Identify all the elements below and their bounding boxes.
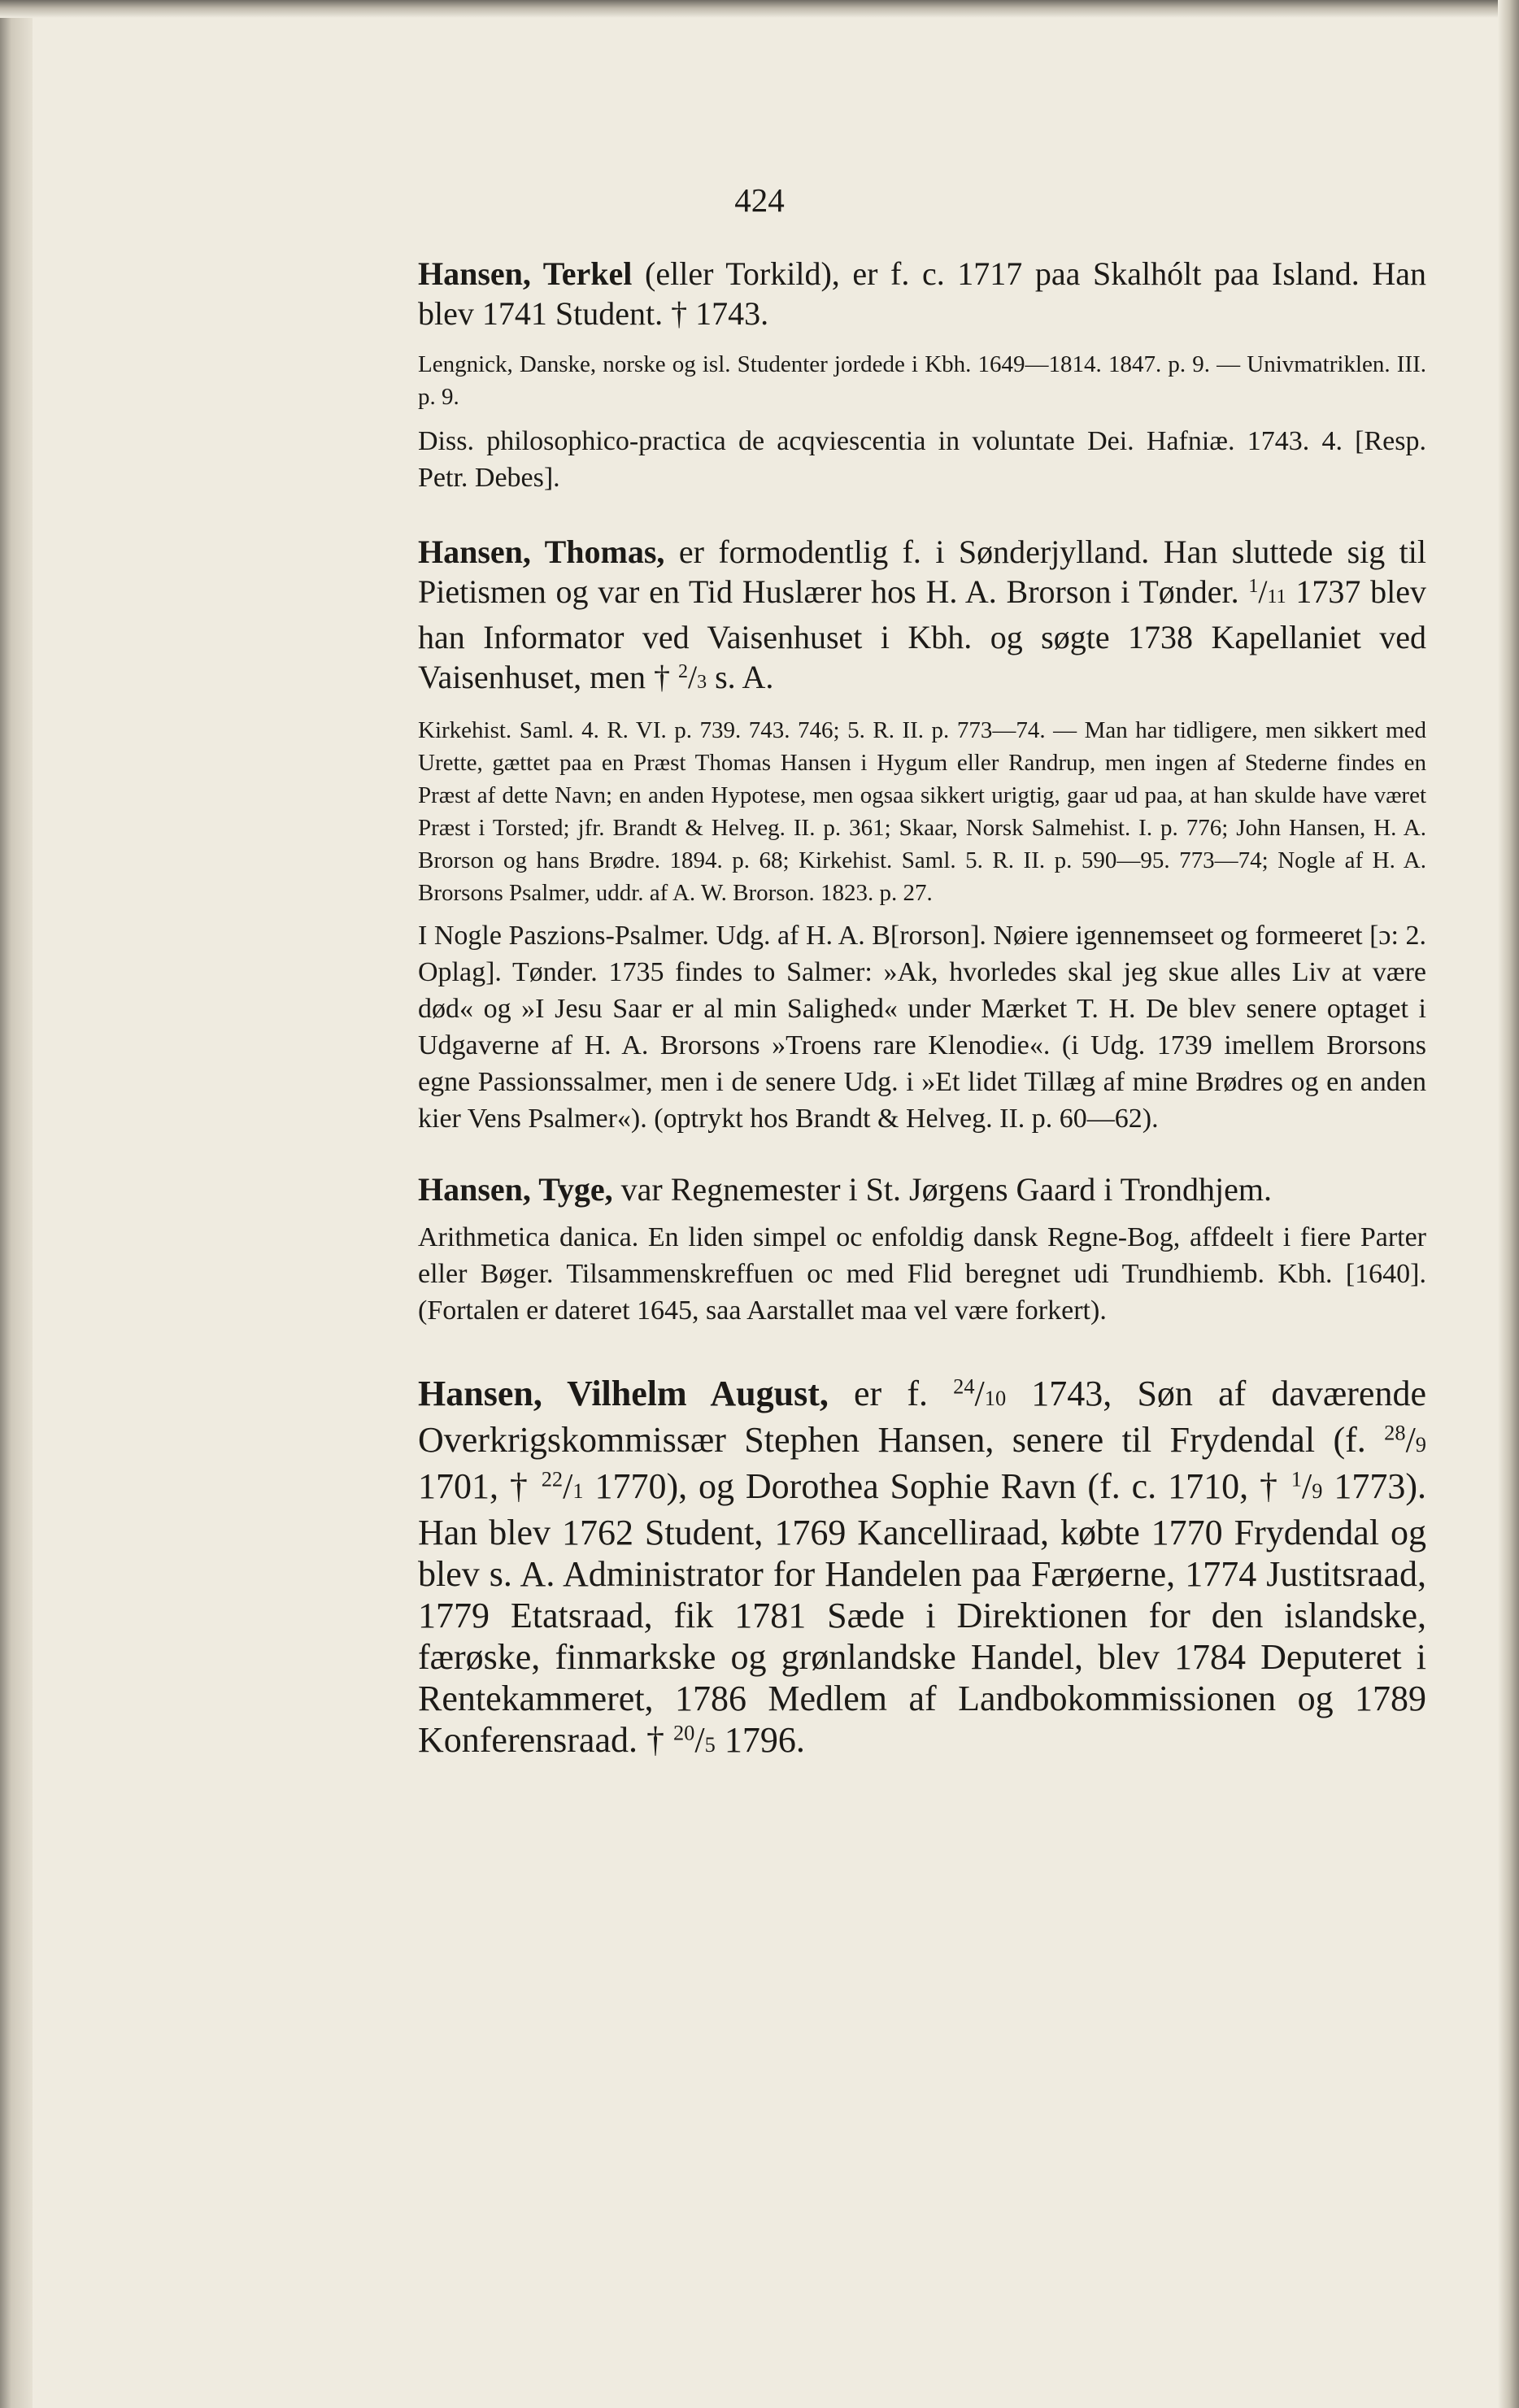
- date-day: 24: [953, 1374, 975, 1399]
- entry-hansen-tyge: [418, 1169, 1426, 1329]
- entry-hansen-terkel: [418, 254, 1426, 496]
- entry-name: Hansen, Vilhelm August,: [418, 1374, 829, 1413]
- entry-references: Lengnick, Danske, norske og isl. Studenter jordede i Kbh. 1649—1814. 1847. p. 9. — Univmatriklen. III. p. 9.: [418, 351, 1426, 410]
- entry-hansen-thomas: [418, 532, 1426, 1137]
- entry-text: er f.: [828, 1374, 954, 1413]
- entry-text: (eller Torkild), er f. c. 1717 paa Skalhólt paa Island. Han blev 1741 Student. † 1743.: [418, 255, 1426, 332]
- entry-text: er formodentlig f. i Sønderjylland. Han sluttede sig til Pietismen og var en Tid Huslærer hos H. A. Brorson i Tønder.: [418, 533, 1427, 610]
- page-right-edge: [1498, 0, 1519, 2408]
- date-day: 2: [677, 660, 688, 682]
- date-month: 9: [1415, 1432, 1426, 1457]
- date-month: 3: [697, 672, 707, 693]
- entry-works: I Nogle Paszions-Psalmer. Udg. af H. A. B[rorson]. Nøiere igennemseet og formeeret [ɔ: 2. Oplag]. Tønder. 1735 findes to Salmer: »Ak, hvorledes skal jeg skue alles Liv at være død« og »I Jesu Saar er al min Salighed« under Mærket T. H. De blev senere optaget i Udgaverne af H. A. Brorsons »Troens rare Klenodie«. (i Udg. 1739 imellem Brorsons egne Passionssalmer, men i de senere Udg. i »Et lidet Tillæg af mine Brødres og en anden kier Vens Psalmer«). (optrykt hos Brandt & Helveg. II. p. 60—62).: [418, 921, 1426, 1134]
- entry-text: s. A.: [707, 659, 774, 695]
- date-month: 11: [1267, 586, 1286, 607]
- date-day: 28: [1384, 1420, 1406, 1445]
- date-day: 1: [1290, 1466, 1302, 1491]
- date-month: 5: [704, 1732, 716, 1757]
- page-top-edge: [0, 0, 1519, 18]
- date-month: 10: [984, 1386, 1007, 1410]
- entry-body: Hansen, Vilhelm August, er f. $^{24}$/10 1743, Søn af daværende Overkrigskommissær Stephen Hansen, senere til Frydendal (f. $^{28}$/9 1701, † $^{22}$/1 1770), og Dorothea Sophie Ravn (f. c. 1710, † $^1$/9 1773). Han blev 1762 Student, 1769 Kancelliraad, købte 1770 Frydendal og blev s. A. Administrator for Handelen paa Færøerne, 1774 Justitsraad, 1779 Etatsraad, fik 1781 Sæde i Direktionen for den islandske, færøske, finmarkske og grønlandske Handel, blev 1784 Deputeret i Rentekammeret, 1786 Medlem af Landbokommissionen og 1789 Konferensraad. † $^{20}$/5 1796.: [418, 1374, 1426, 1760]
- entry-text: 1770), og Dorothea Sophie Ravn (f. c. 1710, †: [583, 1466, 1291, 1506]
- entry-body: [418, 254, 1426, 333]
- entry-works: Diss. philosophico-practica de acqviescentia in voluntate Dei. Hafniæ. 1743. 4. [Resp. Petr. Debes].: [418, 426, 1426, 493]
- page-left-edge: [0, 0, 33, 2408]
- entry-text: var Regnemester i St. Jørgens Gaard i Trondhjem.: [612, 1171, 1272, 1208]
- date-day: 20: [672, 1720, 695, 1745]
- date-month: 9: [1312, 1478, 1323, 1503]
- entry-references: Kirkehist. Saml. 4. R. VI. p. 739. 743. 746; 5. R. II. p. 773—74. — Man har tidligere, men sikkert med Urette, gættet paa en Præst Thomas Hansen i Hygum eller Randrup, men ingen af Stederne findes en Præst af dette Navn; en anden Hypotese, men ogsaa sikkert urigtig, gaar ud paa, at han skulde have været Præst i Torsted; jfr. Brandt & Helveg. II. p. 361; Skaar, Norsk Salmehist. I. p. 776; John Hansen, H. A. Brorson og hans Brødre. 1894. p. 68; Kirkehist. Saml. 5. R. II. p. 590—95. 773—74; Nogle af H. A. Brorsons Psalmer, uddr. af A. W. Brorson. 1823. p. 27.: [418, 717, 1426, 906]
- entry-name: Hansen, Tyge,: [418, 1171, 613, 1208]
- entry-works: Arithmetica danica. En liden simpel oc enfoldig dansk Regne-Bog, affdeelt i fiere Parter eller Bøger. Tilsammenskreffuen oc med Flid beregnet udi Trundhiemb. Kbh. [1640]. (Fortalen er dateret 1645, saa Aarstallet maa vel være forkert).: [418, 1222, 1426, 1326]
- entry-text: 1743, Søn af daværende Overkrigskommissær Stephen Hansen, senere til Frydendal (f.: [418, 1374, 1426, 1460]
- entry-text: 1773). Han blev 1762 Student, 1769 Kancelliraad, købte 1770 Frydendal og blev s. A. Administrator for Handelen paa Færøerne, 1774 Justitsraad, 1779 Etatsraad, fik 1781 Sæde i Direktionen for den islandske, færøske, finmarkske og grønlandske Handel, blev 1784 Deputeret i Rentekammeret, 1786 Medlem af Landbokommissionen og 1789 Konferensraad. †: [418, 1466, 1426, 1760]
- entry-body: [418, 1169, 1426, 1209]
- entry-hansen-vilhelm-august: [418, 1373, 1426, 1766]
- page-content: [418, 254, 1426, 1766]
- date-day: 1: [1248, 575, 1259, 597]
- date-day: 22: [541, 1466, 564, 1491]
- entry-body: Hansen, Thomas, er formodentlig f. i Sønderjylland. Han sluttede sig til Pietismen og var en Tid Huslærer hos H. A. Brorson i Tønder. $^1$/11 1737 blev han Informator ved Vaisenhuset i Kbh. og søgte 1738 Kapellaniet ved Vaisenhuset, men † $^2$/3 s. A.: [418, 533, 1427, 695]
- entry-text: 1701, †: [418, 1466, 542, 1506]
- entry-name: Hansen, Terkel: [418, 255, 633, 292]
- entry-text: 1796.: [715, 1720, 805, 1760]
- entry-name: Hansen, Thomas,: [418, 533, 665, 570]
- page-number: 424: [734, 181, 785, 219]
- entry-text: 1737 blev han Informator ved Vaisenhuset i Kbh. og søgte 1738 Kapellaniet ved Vaisenhuset, men †: [418, 573, 1426, 695]
- date-month: 1: [572, 1478, 584, 1503]
